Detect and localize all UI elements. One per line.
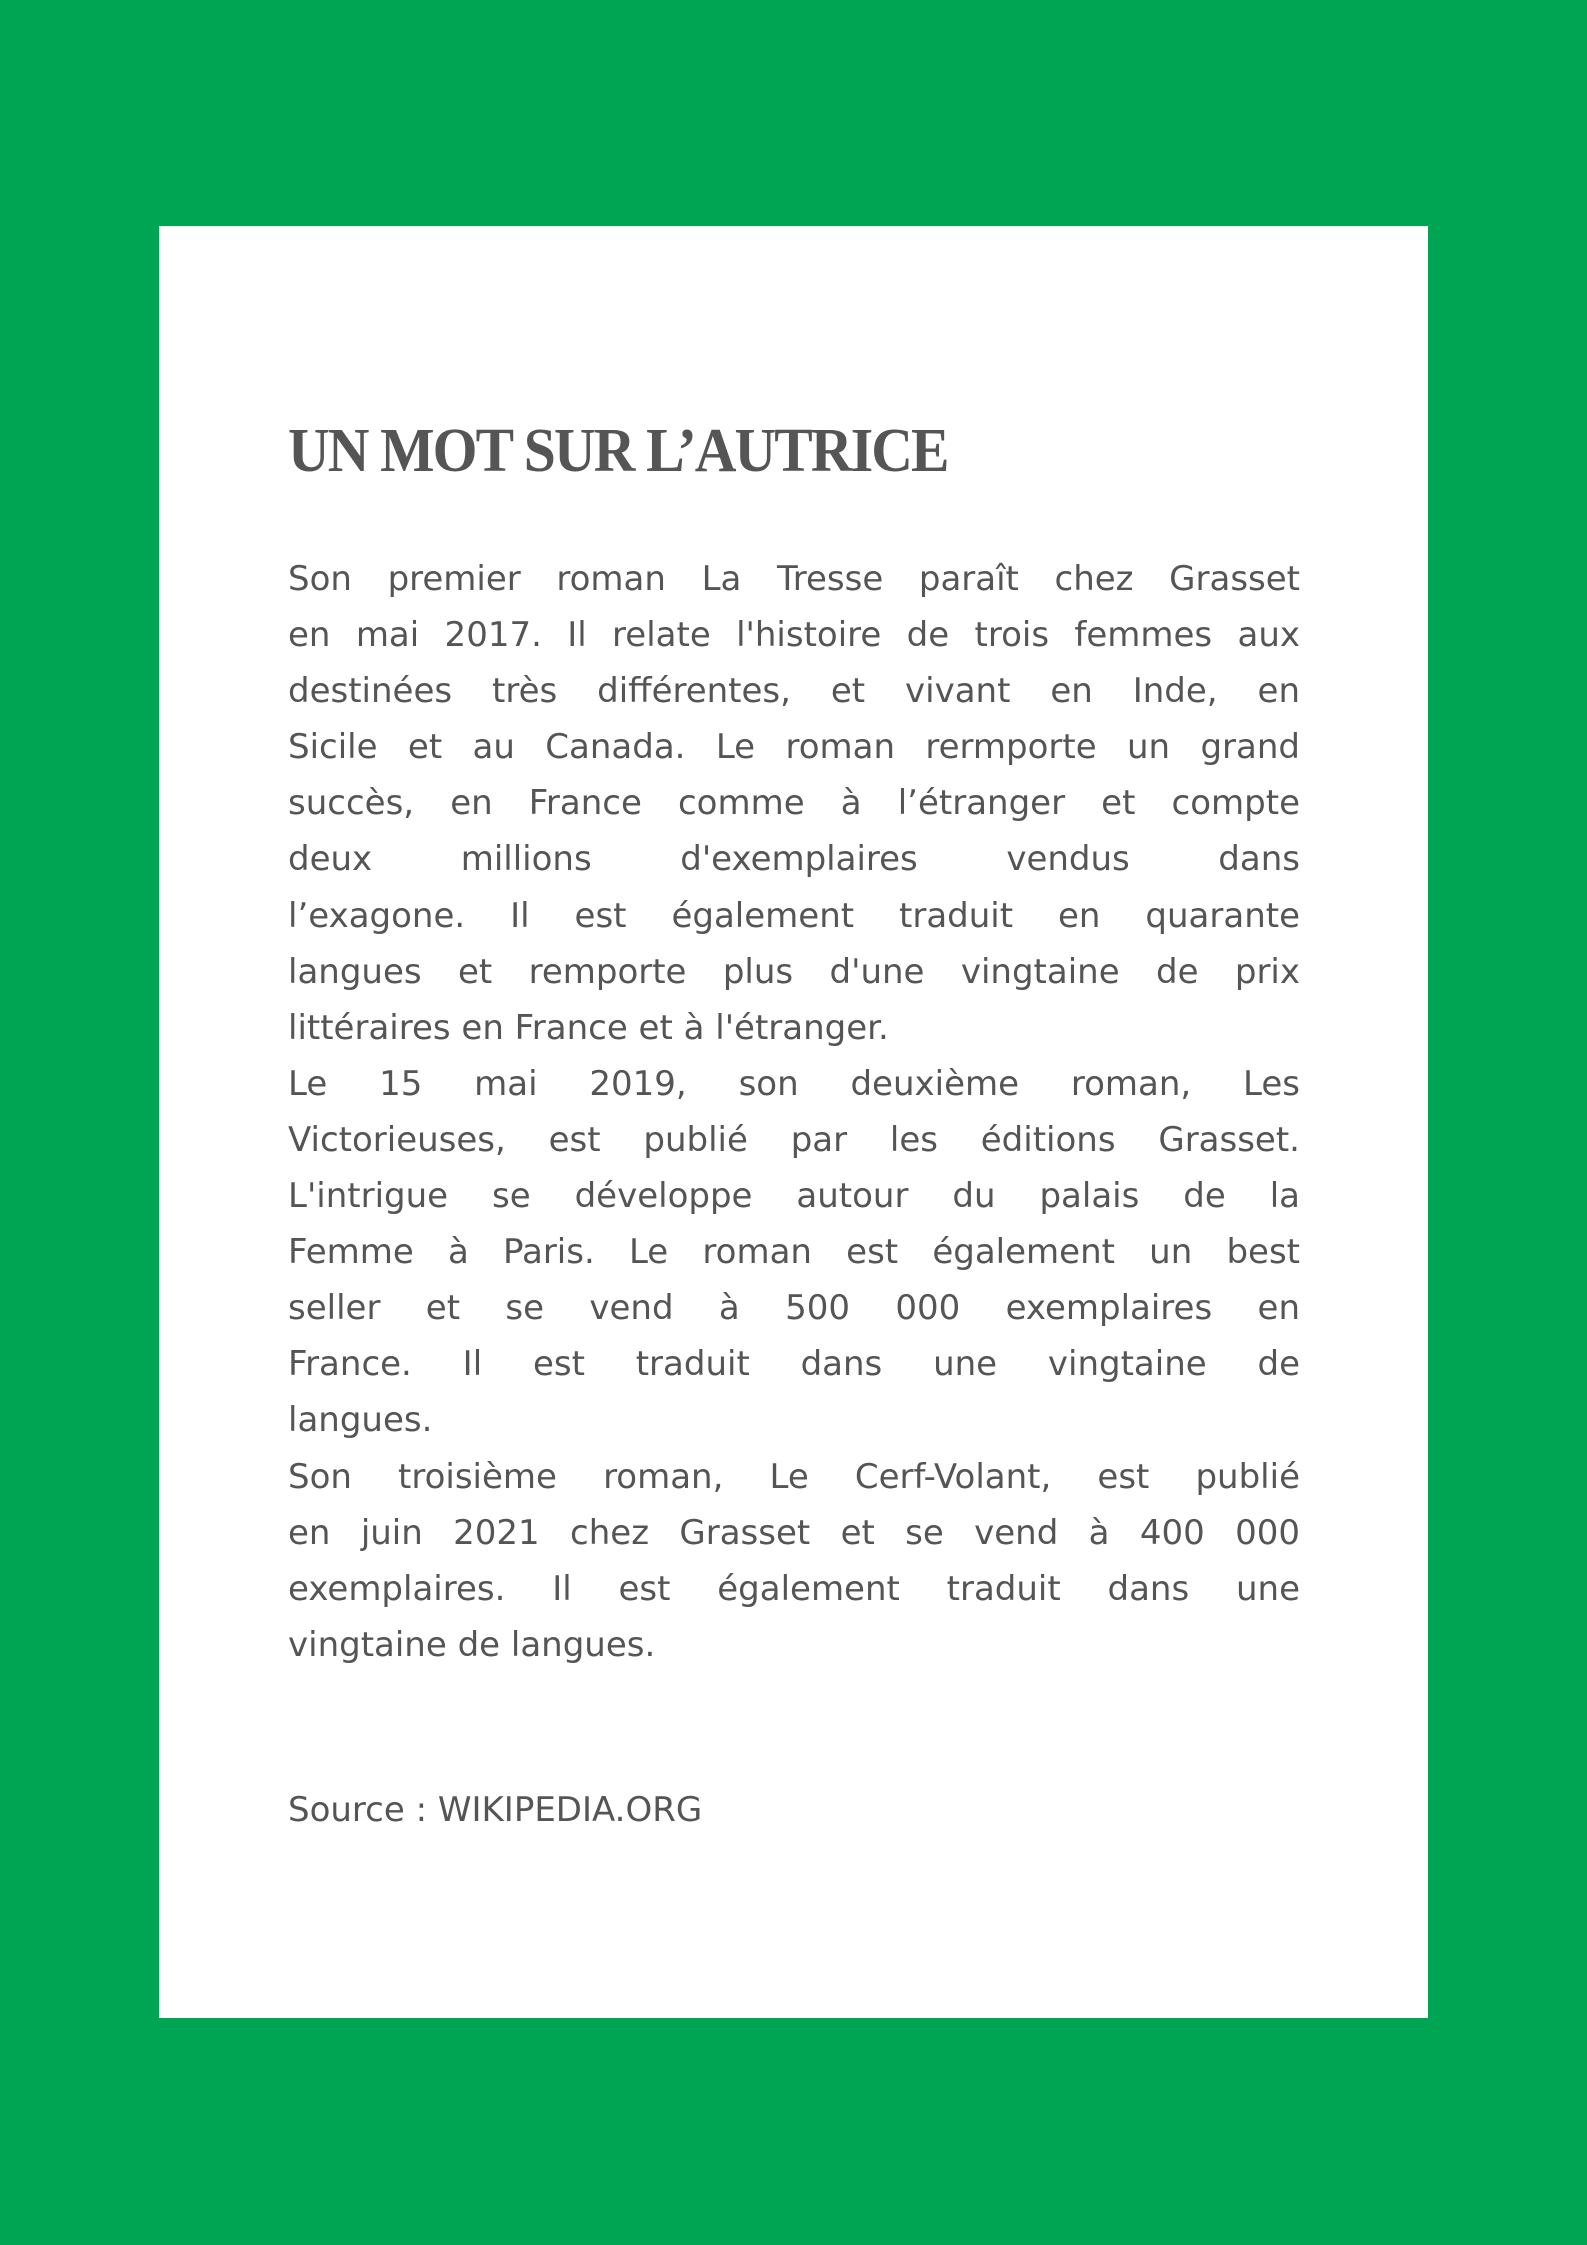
text-line: Son troisième roman, Le Cerf-Volant, est publié [288,1456,1300,1497]
text-line: Femme à Paris. Le roman est également un best [288,1232,1300,1273]
text-line: en mai 2017. Il relate l'histoire de trois femmes aux [288,615,1300,656]
text-line: succès, en France comme à l’étranger et compte [288,783,1300,824]
page-title: UN MOT SUR L’AUTRICE [288,417,948,485]
text-line: exemplaires. Il est également traduit dans une [288,1568,1300,1609]
text-line: en juin 2021 chez Grasset et se vend à 400 000 [288,1512,1300,1553]
text-line: deux millions d'exemplaires vendus dans [288,839,1300,880]
text-line: Son premier roman La Tresse paraît chez Grasset [288,559,1300,599]
text-line: seller et se vend à 500 000 exemplaires en [288,1288,1300,1329]
text-line: destinées très différentes, et vivant en Inde, en [288,671,1300,712]
source-credit: Source : WIKIPEDIA.ORG [288,1790,703,1830]
paragraph [288,551,1300,1056]
content-card [159,226,1428,2018]
text-line: France. Il est traduit dans une vingtaine de [288,1344,1300,1385]
text-line: Victorieuses, est publié par les éditions Grasset. [288,1119,1300,1160]
paragraph [288,1056,1300,1449]
text-line: Sicile et au Canada. Le roman rermporte un grand [288,727,1300,768]
text-line: Le 15 mai 2019, son deuxième roman, Les [288,1063,1300,1104]
text-line: L'intrigue se développe autour du palais de la [288,1176,1300,1217]
biography-text [288,551,1300,1673]
paragraph [288,1449,1300,1673]
text-line: l’exagone. Il est également traduit en quarante [288,895,1300,936]
text-line: littéraires en France et à l'étranger. [288,1007,889,1048]
text-line: vingtaine de langues. [288,1624,656,1665]
text-line: langues. [288,1400,433,1441]
text-line: langues et remporte plus d'une vingtaine de prix [288,951,1300,992]
